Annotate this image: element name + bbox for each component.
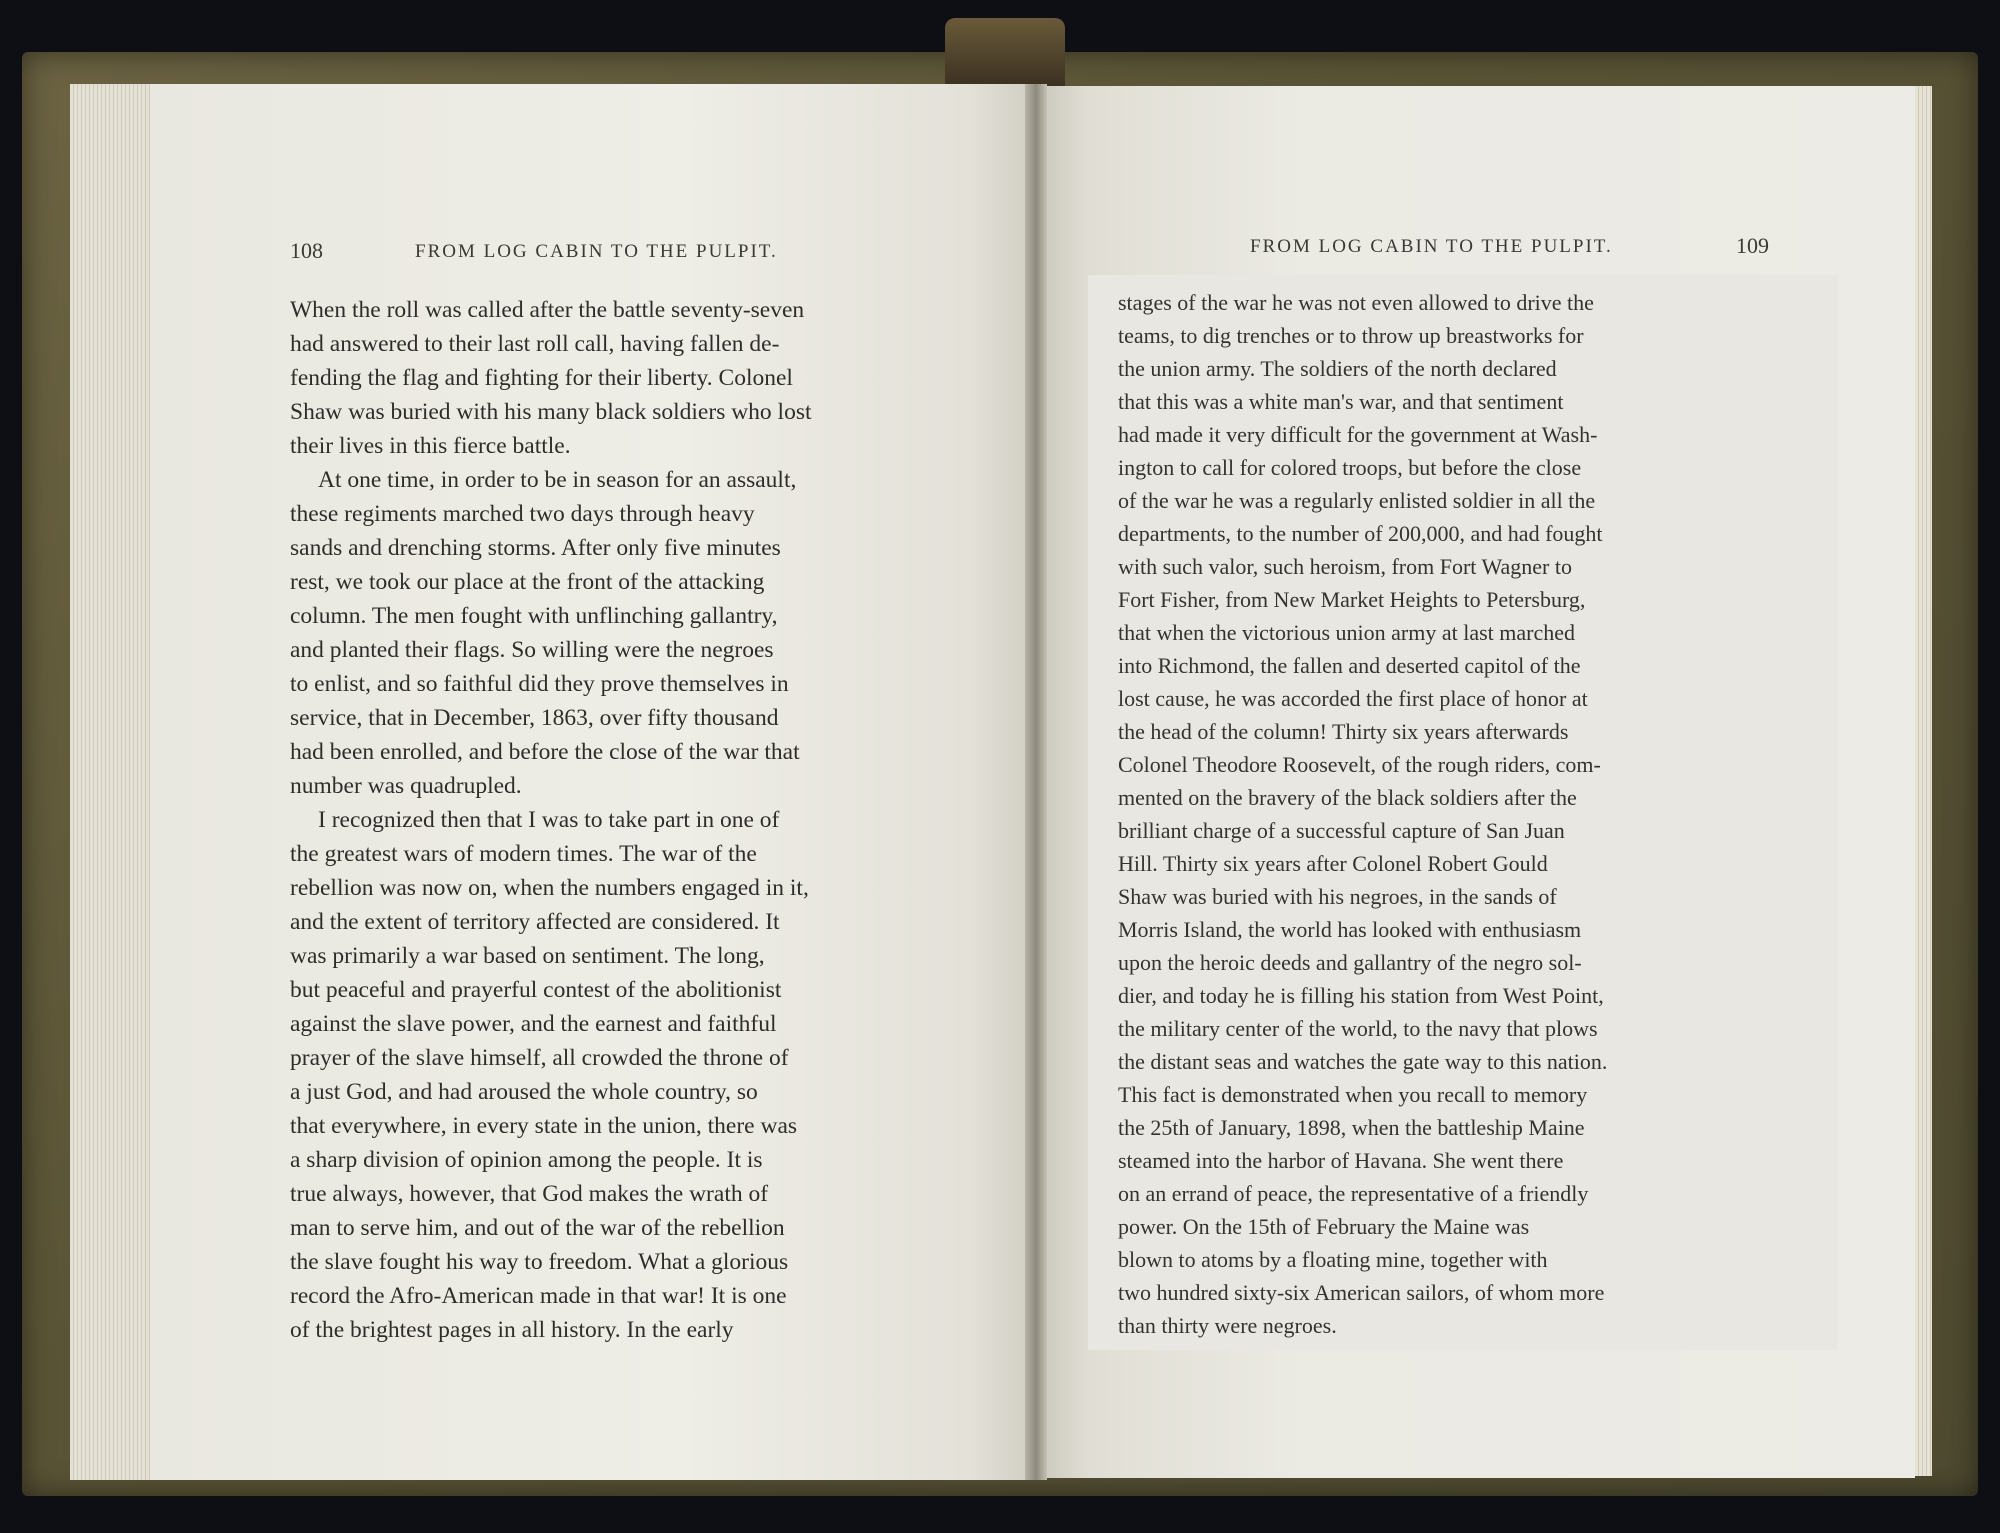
text-line: power. On the 15th of February the Maine was xyxy=(1118,1214,1530,1239)
text-line: departments, to the number of 200,000, and had fought xyxy=(1118,521,1603,546)
text-line: true always, however, that God makes the wrath of xyxy=(290,1181,769,1207)
text-line: their lives in this fierce battle. xyxy=(290,433,571,459)
text-line: these regiments marched two days through heavy xyxy=(290,501,755,527)
left-page-number: 108 xyxy=(290,238,323,263)
text-line: had answered to their last roll call, having fallen de- xyxy=(290,331,780,357)
text-line: the slave fought his way to freedom. What a glorious xyxy=(290,1249,789,1275)
text-line: and the extent of territory affected are considered. It xyxy=(290,909,780,935)
text-line: At one time, in order to be in season for an assault, xyxy=(318,467,797,493)
text-line: that when the victorious union army at last marched xyxy=(1118,620,1575,645)
text-line: fending the flag and fighting for their liberty. Colonel xyxy=(290,365,793,391)
text-line: upon the heroic deeds and gallantry of the negro sol- xyxy=(1118,950,1582,975)
text-line: This fact is demonstrated when you recall to memory xyxy=(1118,1082,1588,1107)
text-line: mented on the bravery of the black soldiers after the xyxy=(1118,785,1577,810)
text-line: Hill. Thirty six years after Colonel Robert Gould xyxy=(1118,851,1548,876)
text-line: and planted their flags. So willing were the negroes xyxy=(290,637,774,663)
text-line: the distant seas and watches the gate way to this nation. xyxy=(1118,1049,1608,1074)
text-line: ington to call for colored troops, but before the close xyxy=(1118,455,1582,480)
text-line: Colonel Theodore Roosevelt, of the rough riders, com- xyxy=(1118,752,1601,777)
right-running-head: FROM LOG CABIN TO THE PULPIT. xyxy=(1250,236,1613,257)
text-line: number was quadrupled. xyxy=(290,773,522,799)
text-line: the 25th of January, 1898, when the battleship Maine xyxy=(1118,1115,1585,1140)
text-line: had made it very difficult for the government at Wash- xyxy=(1118,422,1598,447)
text-line: a just God, and had aroused the whole country, so xyxy=(290,1079,758,1105)
text-line: a sharp division of opinion among the people. It is xyxy=(290,1147,763,1173)
text-line: to enlist, and so faithful did they prove themselves in xyxy=(290,671,789,697)
text-line: Shaw was buried with his negroes, in the sands of xyxy=(1118,884,1557,909)
book-spine-top xyxy=(945,18,1065,88)
text-line: Fort Fisher, from New Market Heights to Petersburg, xyxy=(1118,587,1586,612)
text-line: Morris Island, the world has looked with enthusiasm xyxy=(1118,917,1582,942)
text-line: of the brightest pages in all history. In the early xyxy=(290,1317,734,1343)
text-line: with such valor, such heroism, from Fort Wagner to xyxy=(1118,554,1572,579)
text-line: record the Afro-American made in that war! It is one xyxy=(290,1283,787,1309)
text-line: brilliant charge of a successful capture of San Juan xyxy=(1118,818,1565,843)
text-line: against the slave power, and the earnest and faithful xyxy=(290,1011,777,1037)
text-line: column. The men fought with unflinching gallantry, xyxy=(290,603,778,629)
text-line: but peaceful and prayerful contest of the abolitionist xyxy=(290,977,782,1003)
text-line: into Richmond, the fallen and deserted capitol of the xyxy=(1118,653,1581,678)
text-line: teams, to dig trenches or to throw up breastworks for xyxy=(1118,323,1584,348)
text-line: prayer of the slave himself, all crowded the throne of xyxy=(290,1045,789,1071)
text-line: the head of the column! Thirty six years afterwards xyxy=(1118,719,1569,744)
text-line: that this was a white man's war, and that sentiment xyxy=(1118,389,1564,414)
right-page-number: 109 xyxy=(1736,233,1769,258)
text-line: rebellion was now on, when the numbers engaged in it, xyxy=(290,875,809,901)
book-gutter xyxy=(1025,84,1047,1480)
left-page-edges xyxy=(70,84,160,1480)
text-line: service, that in December, 1863, over fifty thousand xyxy=(290,705,779,731)
text-line: than thirty were negroes. xyxy=(1118,1313,1337,1338)
text-line: lost cause, he was accorded the first place of honor at xyxy=(1118,686,1588,711)
text-line: on an errand of peace, the representative of a friendly xyxy=(1118,1181,1589,1206)
text-line: two hundred sixty-six American sailors, of whom more xyxy=(1118,1280,1605,1305)
text-line: the military center of the world, to the navy that plows xyxy=(1118,1016,1598,1041)
text-line: sands and drenching storms. After only five minutes xyxy=(290,535,781,561)
text-line: had been enrolled, and before the close of the war that xyxy=(290,739,800,765)
text-line: I recognized then that I was to take part in one of xyxy=(318,807,780,833)
text-line: was primarily a war based on sentiment. The long, xyxy=(290,943,765,969)
text-line: steamed into the harbor of Havana. She went there xyxy=(1118,1148,1564,1173)
text-line: of the war he was a regularly enlisted soldier in all the xyxy=(1118,488,1596,513)
text-line: man to serve him, and out of the war of the rebellion xyxy=(290,1215,785,1241)
left-running-head: FROM LOG CABIN TO THE PULPIT. xyxy=(415,241,778,262)
text-line: the greatest wars of modern times. The war of the xyxy=(290,841,757,867)
text-line: the union army. The soldiers of the north declared xyxy=(1118,356,1557,381)
text-line: When the roll was called after the battle seventy-seven xyxy=(290,297,805,323)
text-line: Shaw was buried with his many black soldiers who lost xyxy=(290,399,812,425)
text-line: blown to atoms by a floating mine, together with xyxy=(1118,1247,1548,1272)
text-line: stages of the war he was not even allowed to drive the xyxy=(1118,290,1594,315)
text-line: rest, we took our place at the front of the attacking xyxy=(290,569,765,595)
text-line: that everywhere, in every state in the union, there was xyxy=(290,1113,798,1139)
text-line: dier, and today he is filling his station from West Point, xyxy=(1118,983,1604,1008)
